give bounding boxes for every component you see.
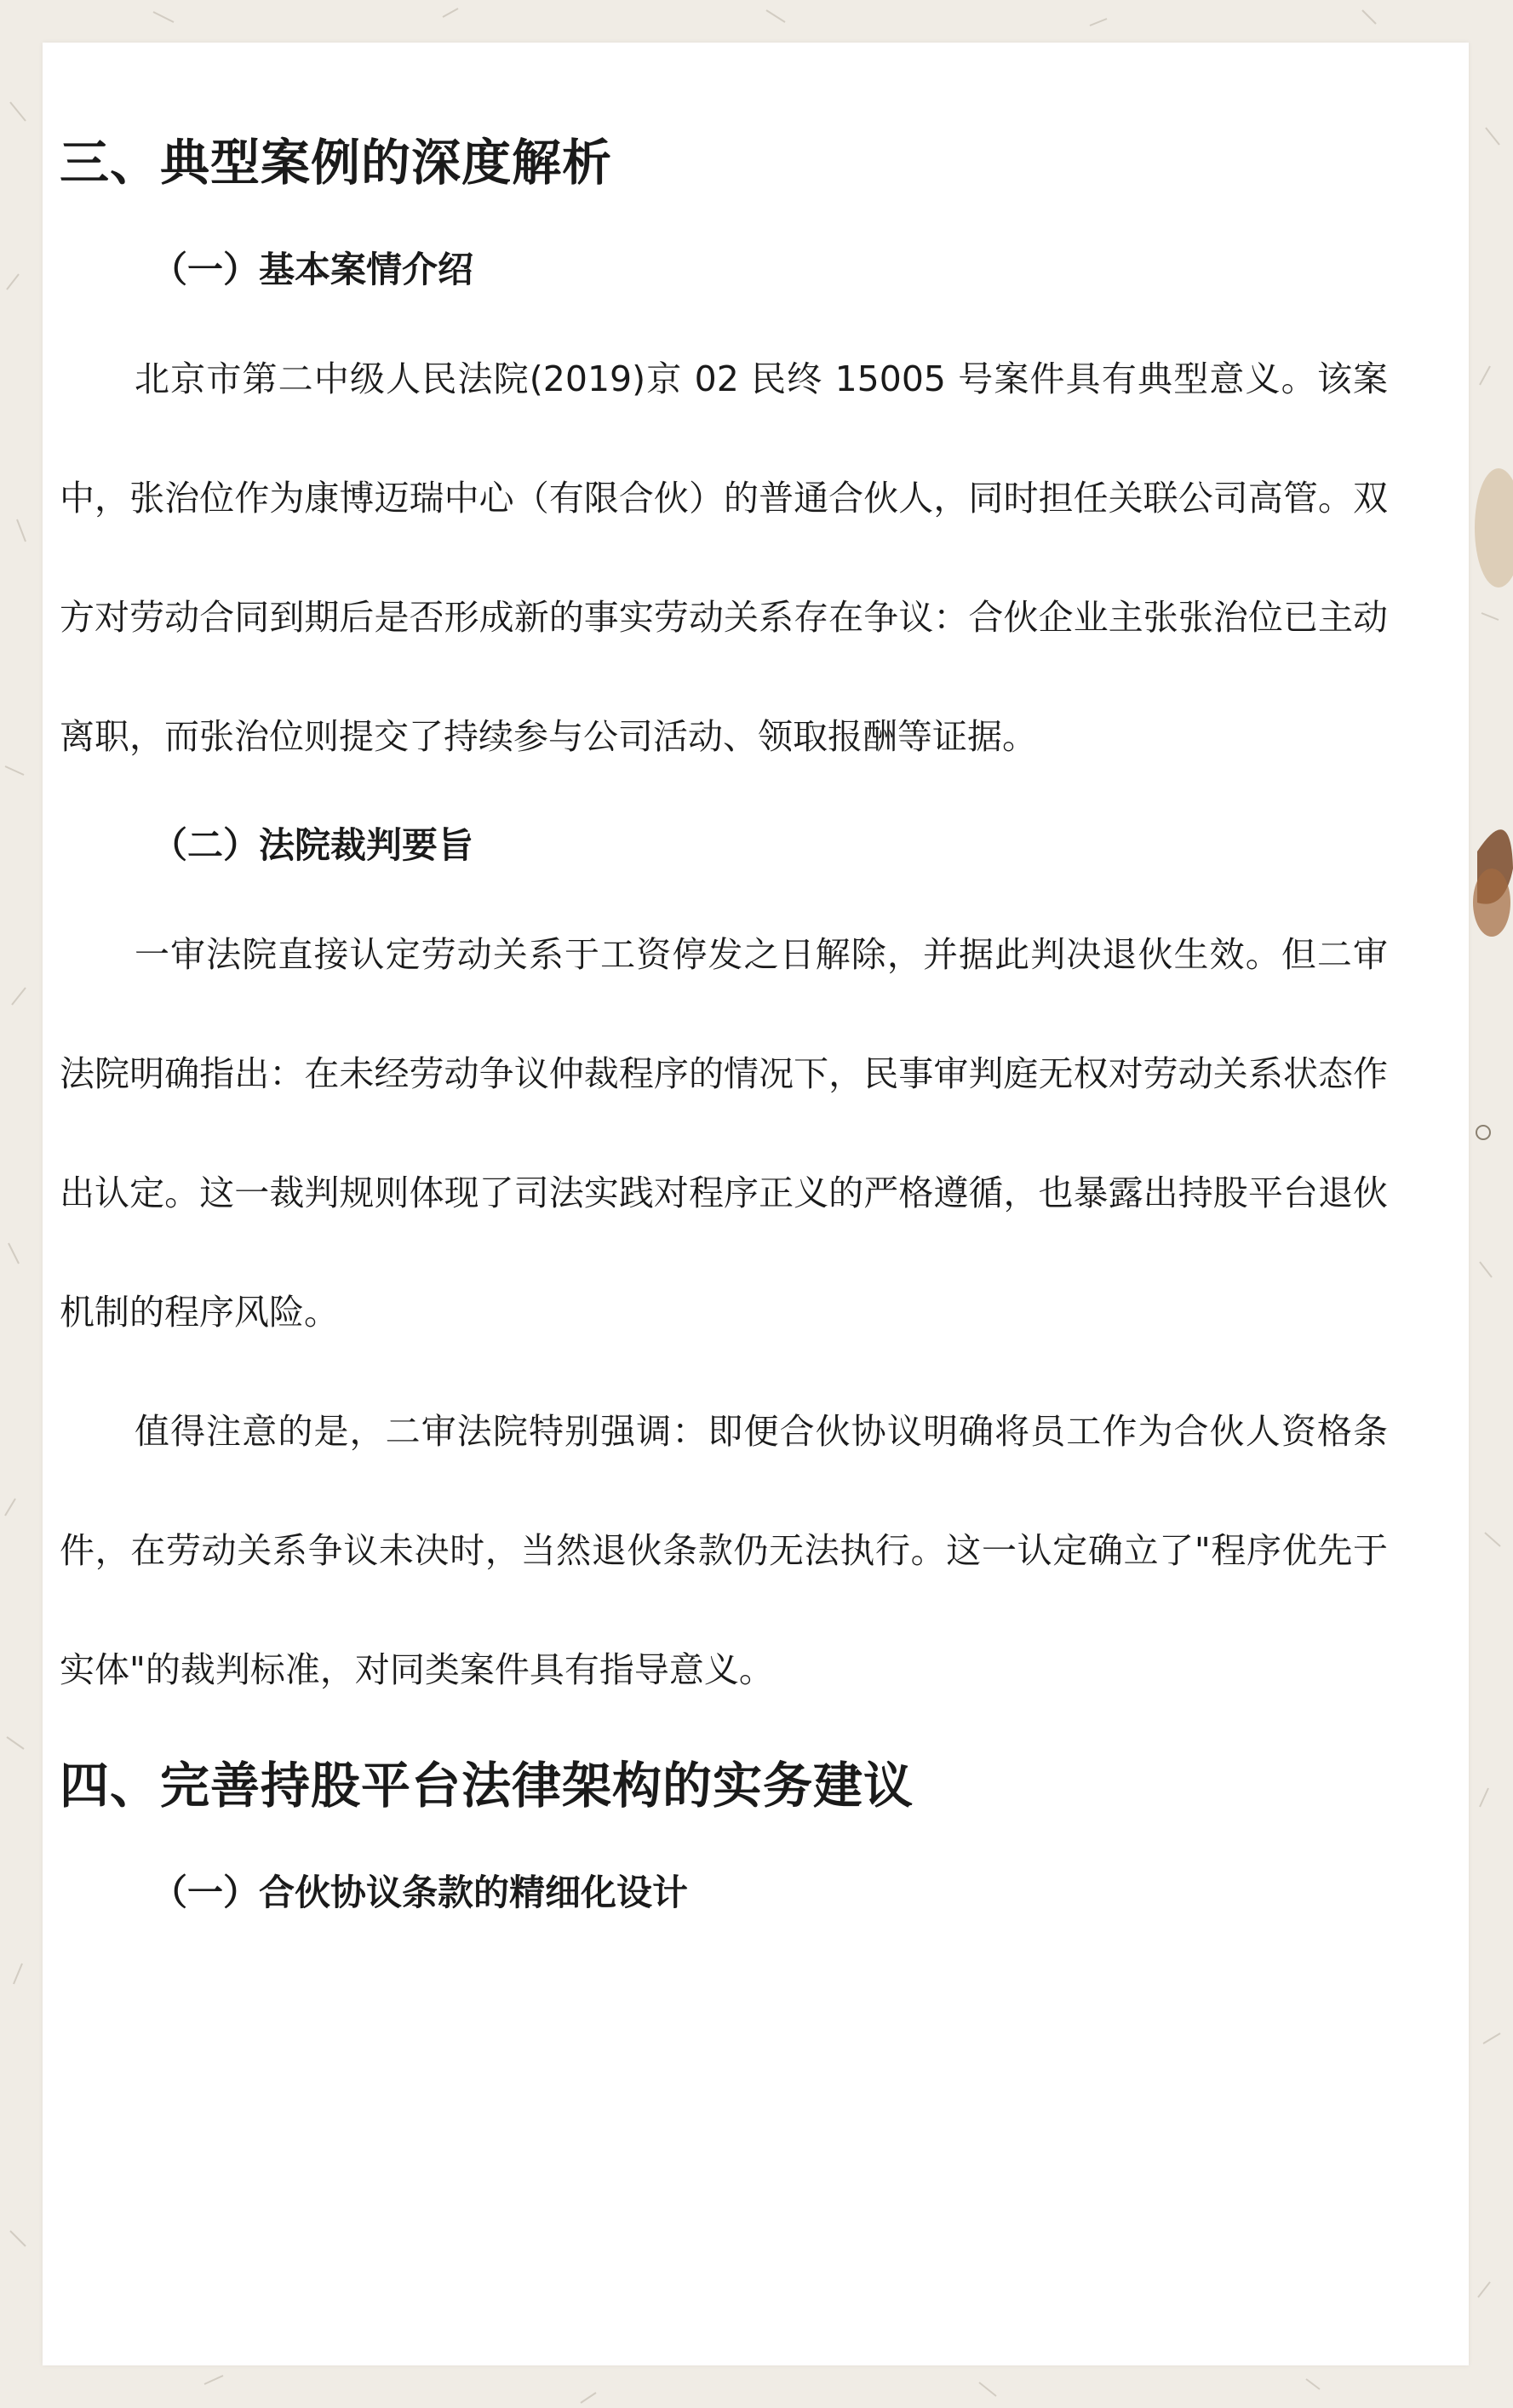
subsection-heading-basic-facts: （一）基本案情介绍: [152, 249, 474, 290]
paragraph-court-ruling-2: 值得注意的是，二审法院特别强调：即便合伙协议明确将员工作为合伙人资格条件，在劳动关系争议未决时，当然退伙条款仍无法执行。这一认定确立了"程序优先于实体"的裁判标准，对同类案件具有指导意义。: [60, 1411, 1388, 1690]
subsection-heading-agreement-design: （一）合伙协议条款的精细化设计: [152, 1872, 689, 1913]
subsection-heading-court-ruling: （二）法院裁判要旨: [152, 824, 474, 866]
section-heading-4: 四、完善持股平台法律架构的实务建议: [60, 1757, 914, 1815]
paragraph-case-facts: 北京市第二中级人民法院(2019)京 02 民终 15005 号案件具有典型意义。该案中，张治位作为康博迈瑞中心（有限合伙）的普通合伙人，同时担任关联公司高管。双方对劳动合同到期后是否形成新的事实劳动关系存在争议：合伙企业主张张治位已主动离职，而张治位则提交了持续参与公司活动、领取报酬等证据。: [60, 358, 1388, 757]
document-content: [60, 85, 1388, 1917]
paragraph-court-ruling-1: 一审法院直接认定劳动关系于工资停发之日解除，并据此判决退伙生效。但二审法院明确指出：在未经劳动争议仲裁程序的情况下，民事审判庭无权对劳动关系状态作出认定。这一裁判规则体现了司法实践对程序正义的严格遵循，也暴露出持股平台退伙机制的程序风险。: [60, 934, 1388, 1333]
section-heading-3: 三、典型案例的深度解析: [60, 134, 613, 192]
